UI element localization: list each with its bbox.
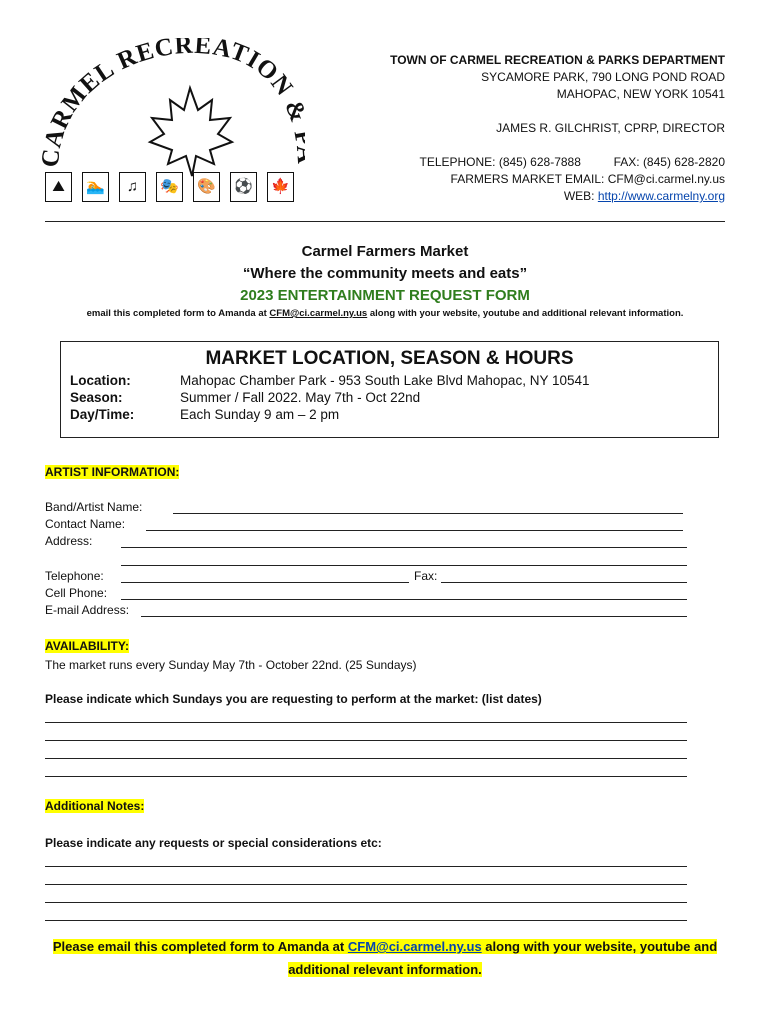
ski-hill-icon: ⛰ (45, 172, 72, 202)
header-block (390, 52, 725, 205)
department-name: TOWN OF CARMEL RECREATION & PARKS DEPARTMENT (390, 53, 725, 67)
address-field-1[interactable] (121, 547, 687, 548)
telephone: TELEPHONE: (845) 628-7888 (419, 155, 581, 169)
sundays-field-4[interactable] (45, 776, 687, 777)
email-instruction-pre: email this completed form to Amanda at (86, 308, 270, 319)
telephone-field[interactable] (121, 582, 409, 583)
notes-field-1[interactable] (45, 866, 687, 867)
artist-info-heading: ARTIST INFORMATION: (45, 465, 180, 479)
palette-icon: 🎨 (193, 172, 220, 202)
contact-name-field[interactable] (146, 530, 683, 531)
location-label: Location: (70, 373, 131, 388)
logo-arc-text: ARMEL RECREATION (40, 38, 299, 151)
notes-field-3[interactable] (45, 902, 687, 903)
market-info-heading: MARKET LOCATION, SEASON & HOURS (205, 348, 574, 369)
sundays-question: Please indicate which Sundays you are requesting to perform at the market: (list dates) (45, 692, 542, 706)
director-name: JAMES R. GILCHRIST, CPRP, DIRECTOR (496, 121, 725, 135)
fax: FAX: (845) 628-2820 (613, 155, 725, 169)
address-field-2[interactable] (121, 565, 687, 566)
email-instruction-post: along with your website, youtube and additional relevant information. (367, 308, 684, 319)
theater-masks-icon: 🎭 (156, 172, 183, 202)
band-name-field[interactable] (173, 513, 683, 514)
sundays-field-2[interactable] (45, 740, 687, 741)
season-label: Season: (70, 390, 123, 405)
cell-phone-label: Cell Phone: (45, 586, 108, 600)
svg-text:CARMEL RECREATION & PARKS (40, 38, 305, 168)
daytime-value: Each Sunday 9 am – 2 pm (180, 407, 340, 422)
availability-text: The market runs every Sunday May 7th - October 22nd. (25 Sundays) (45, 658, 417, 672)
notes-question: Please indicate any requests or special considerations etc: (45, 836, 382, 850)
email-instruction-link[interactable]: CFM@ci.carmel.ny.us (269, 308, 368, 319)
footer-pre: Please email this completed form to Amanda at (52, 939, 348, 954)
web-link[interactable]: http://www.carmelny.org (597, 189, 725, 203)
email-instruction (0, 308, 770, 319)
band-name-label: Band/Artist Name: (45, 500, 143, 514)
location-value: Mahopac Chamber Park - 953 South Lake Blvd Mahopac, NY 10541 (180, 373, 590, 388)
soccer-ball-icon: ⚽ (230, 172, 257, 202)
notes-field-4[interactable] (45, 920, 687, 921)
market-name: Carmel Farmers Market (301, 243, 469, 260)
fax-field[interactable] (441, 582, 687, 583)
season-value: Summer / Fall 2022. May 7th - Oct 22nd (180, 390, 421, 405)
notes-heading: Additional Notes: (45, 799, 145, 813)
fax-label: Fax: (414, 569, 438, 583)
market-slogan: “Where the community meets and eats” (242, 265, 528, 282)
form-title: 2023 ENTERTAINMENT REQUEST FORM (240, 287, 530, 304)
phone-fax-line (390, 154, 725, 171)
footer-post: along with your website, youtube and (481, 939, 718, 954)
daytime-label: Day/Time: (70, 407, 135, 422)
web-label: WEB: (563, 189, 595, 203)
telephone-label: Telephone: (45, 569, 104, 583)
market-email: FARMERS MARKET EMAIL: CFM@ci.carmel.ny.us (450, 172, 725, 186)
footer-instruction (0, 935, 770, 981)
header-divider (45, 221, 725, 222)
market-info-box (60, 341, 719, 438)
footer-line-2: additional relevant information. (288, 962, 482, 977)
maple-leaf-outline (150, 88, 232, 176)
address-label: Address: (45, 534, 93, 548)
web-line (390, 188, 725, 205)
address-line-2: MAHOPAC, NEW YORK 10541 (556, 87, 725, 101)
notes-field-2[interactable] (45, 884, 687, 885)
contact-name-label: Contact Name: (45, 517, 126, 531)
email-label: E-mail Address: (45, 603, 130, 617)
music-notes-icon: ♫ (119, 172, 146, 202)
maple-leaf-icon: 🍁 (267, 172, 294, 202)
email-field[interactable] (141, 616, 687, 617)
footer-email-link[interactable]: CFM@ci.carmel.ny.us (347, 939, 482, 954)
cell-phone-field[interactable] (121, 599, 687, 600)
address-line-1: SYCAMORE PARK, 790 LONG POND ROAD (481, 70, 725, 84)
sundays-field-1[interactable] (45, 722, 687, 723)
availability-heading: AVAILABILITY: (45, 639, 129, 653)
swimmer-icon: 🏊 (82, 172, 109, 202)
sundays-field-3[interactable] (45, 758, 687, 759)
